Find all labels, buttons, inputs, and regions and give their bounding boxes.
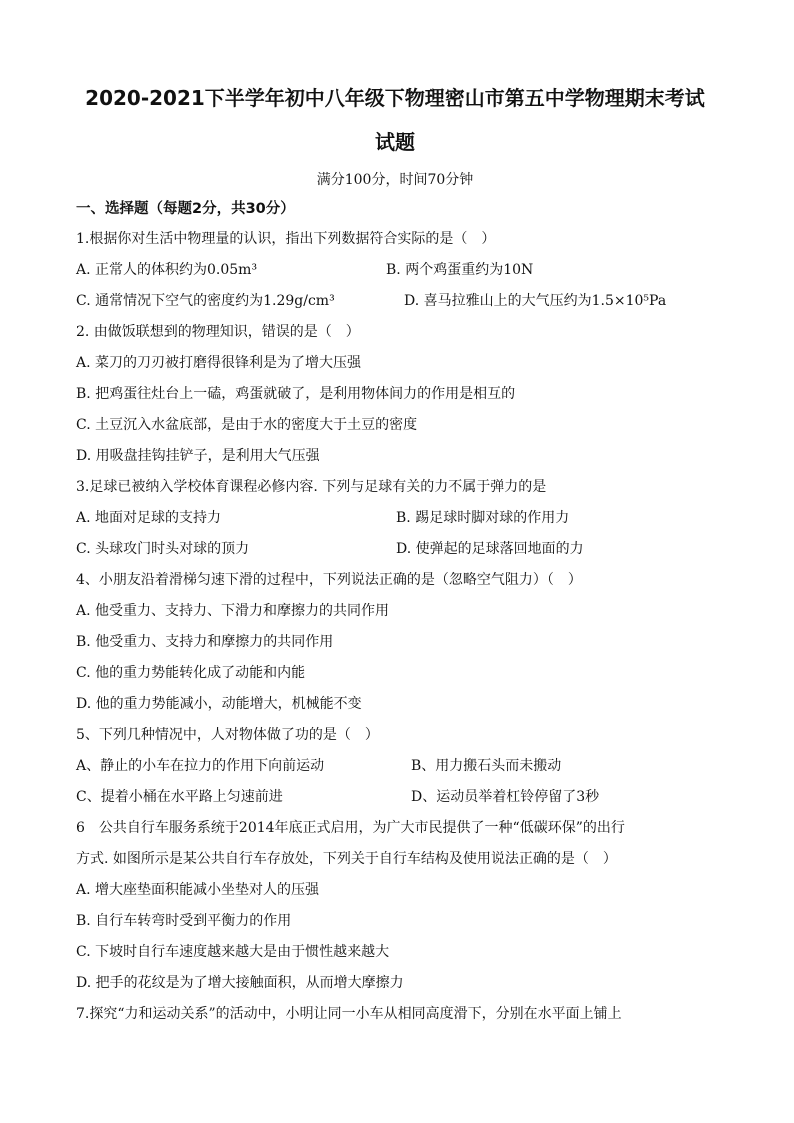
option-b: B. 自行车转弯时受到平衡力的作用: [76, 913, 292, 929]
option-c: C. 通常情况下空气的密度约为1.29g/cm³: [76, 293, 335, 309]
question-2: [76, 317, 714, 472]
option-a: A、静止的小车在拉力的作用下向前运动: [76, 758, 325, 774]
option-b: B. 把鸡蛋往灶台上一磕，鸡蛋就破了，是利用物体间力的作用是相互的: [76, 386, 516, 402]
exam-subtitle: 满分100分，时间70分钟: [316, 172, 474, 188]
option-b: B. 他受重力、支持力和摩擦力的共同作用: [76, 634, 334, 650]
section-heading: 一、选择题（每题2分，共30分）: [76, 201, 295, 217]
question-stem-line1: 6 公共自行车服务系统于2014年底正式启用，为广大市民提供了一种“低碳环保”的出行: [76, 820, 625, 836]
question-4: [76, 565, 714, 720]
exam-title-line2: 试题: [375, 130, 415, 154]
question-5: [76, 720, 714, 813]
question-7: [76, 999, 714, 1030]
exam-title-line1: 2020-2021下半学年初中八年级下物理密山市第五中学物理期末考试: [85, 86, 705, 110]
option-c: C. 土豆沉入水盆底部，是由于水的密度大于土豆的密度: [76, 417, 418, 433]
option-a: A. 地面对足球的支持力: [76, 510, 222, 526]
question-stem: 3.足球已被纳入学校体育课程必修内容. 下列与足球有关的力不属于弹力的是: [76, 479, 547, 495]
option-row: [76, 503, 714, 534]
option-a: A. 增大座垫面积能减小坐垫对人的压强: [76, 882, 320, 898]
question-stem: 4、小朋友沿着滑梯匀速下滑的过程中，下列说法正确的是（忽略空气阻力）（ ）: [76, 572, 582, 588]
option-a: A. 正常人的体积约为0.05m³: [76, 262, 258, 278]
option-row: [76, 782, 714, 813]
option-c: C. 头球攻门时头对球的顶力: [76, 541, 250, 557]
option-d: D、运动员举着杠铃停留了3秒: [411, 789, 600, 805]
option-c: C. 他的重力势能转化成了动能和内能: [76, 665, 306, 681]
option-a: A. 他受重力、支持力、下滑力和摩擦力的共同作用: [76, 603, 390, 619]
option-d: D. 用吸盘挂钩挂铲子，是利用大气压强: [76, 448, 320, 464]
option-b: B. 踢足球时脚对球的作用力: [396, 510, 570, 526]
option-c: C、提着小桶在水平路上匀速前进: [76, 789, 283, 805]
option-d: D. 使弹起的足球落回地面的力: [396, 541, 584, 557]
option-row: [76, 286, 714, 317]
option-d: D. 把手的花纹是为了增大接触面积，从而增大摩擦力: [76, 975, 404, 991]
question-6: [76, 813, 714, 999]
option-row: [76, 751, 714, 782]
question-3: [76, 472, 714, 565]
question-stem: 5、下列几种情况中，人对物体做了功的是（ ）: [76, 727, 379, 743]
option-row: [76, 534, 714, 565]
question-stem: 1.根据你对生活中物理量的认识，指出下列数据符合实际的是（ ）: [76, 231, 496, 247]
option-d: D. 他的重力势能减小，动能增大，机械能不变: [76, 696, 362, 712]
option-c: C. 下坡时自行车速度越来越大是由于惯性越来越大: [76, 944, 390, 960]
question-stem: 7.探究“力和运动关系”的活动中，小明让同一小车从相同高度滑下，分别在水平面上铺上: [76, 1006, 622, 1022]
question-1: [76, 224, 714, 317]
option-b: B. 两个鸡蛋重约为10N: [386, 262, 534, 278]
option-b: B、用力搬石头而未搬动: [411, 758, 562, 774]
question-stem-line2: 方式. 如图所示是某公共自行车存放处，下列关于自行车结构及使用说法正确的是（ ）: [76, 851, 617, 867]
question-stem: 2. 由做饭联想到的物理知识，错误的是（ ）: [76, 324, 360, 340]
option-row: [76, 255, 714, 286]
option-d: D. 喜马拉雅山上的大气压约为1.5×10⁵Pa: [404, 293, 667, 309]
option-a: A. 菜刀的刀刃被打磨得很锋利是为了增大压强: [76, 355, 362, 371]
